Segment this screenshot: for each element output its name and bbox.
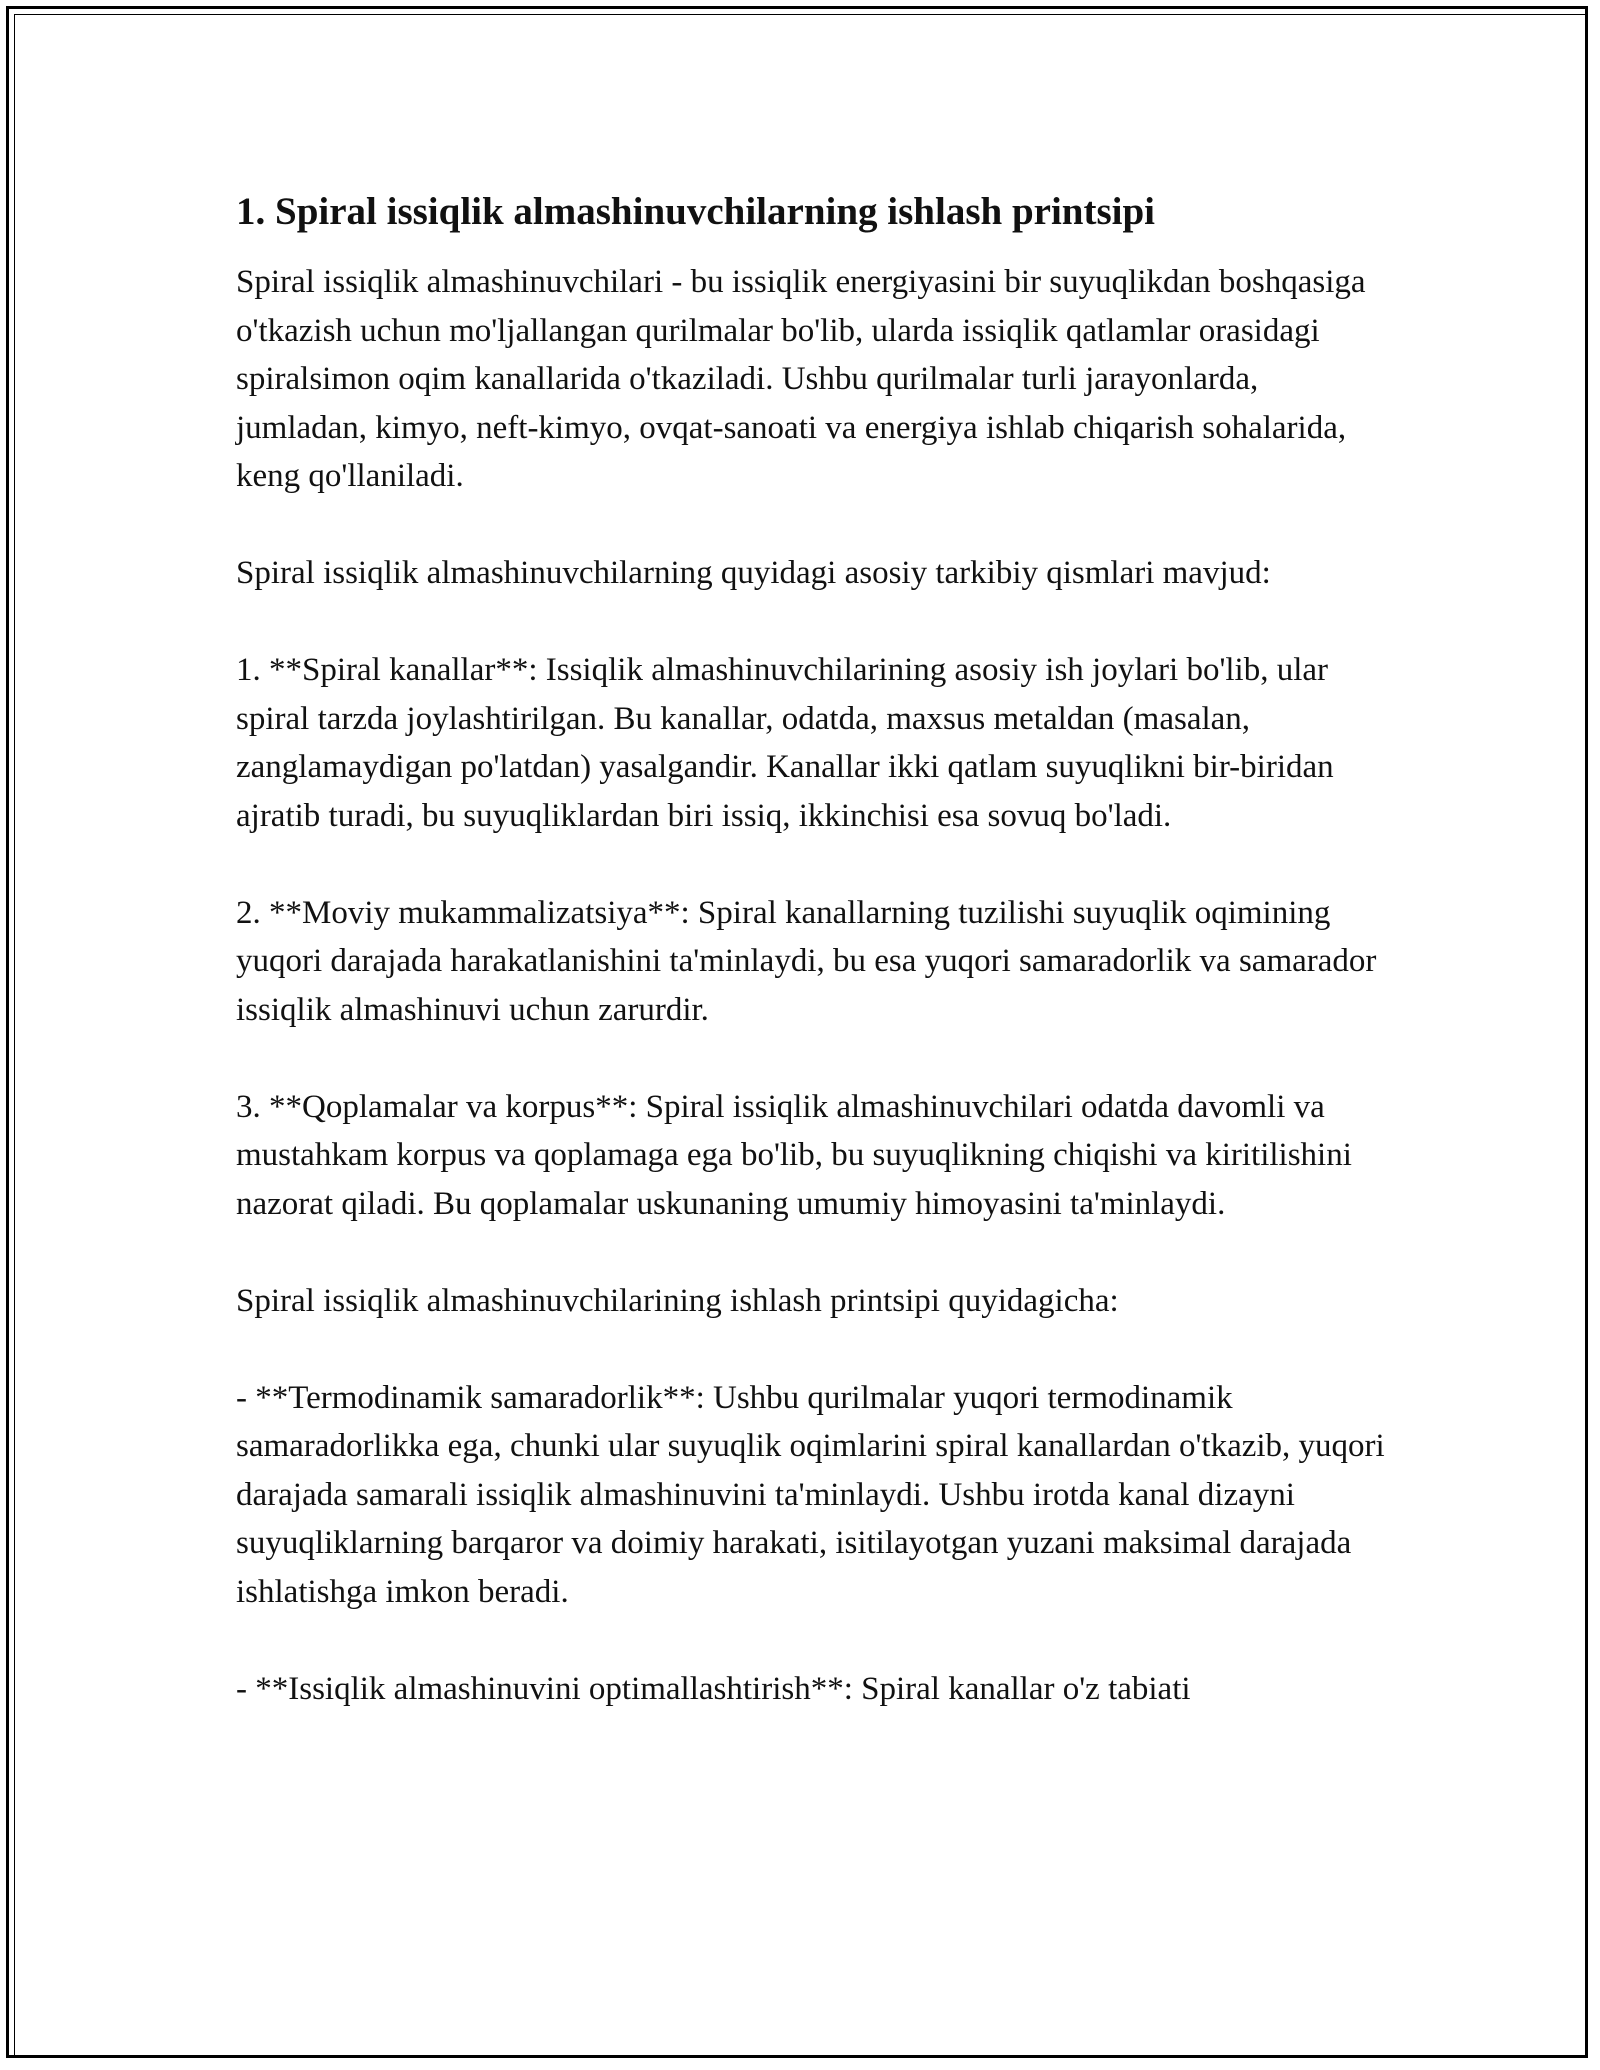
list-item-casing: 3. **Qoplamalar va korpus**: Spiral issiqlik almashinuvchilari odatda davomli va mustahkam korpus va qoplamaga ega bo'lib, bu suyuqlikning chiqishi va kiritilishini nazorat qiladi. Bu qoplamalar uskunaning umumiy himoyasini ta'minlaydi. — [236, 1088, 1352, 1222]
section-heading: 1. Spiral issiqlik almashinuvchilarning ishlash printsipi — [236, 190, 1155, 233]
bullet-thermodynamic-efficiency: - **Termodinamik samaradorlik**: Ushbu qurilmalar yuqori termodinamik samaradorlikka ega, chunki ular suyuqlik oqimlarini spiral kanallardan o'tkazib, yuqori darajada samarali issiqlik almashinuvini ta'minlaydi. Ushbu irotda kanal dizayni suyuqliklarning barqaror va doimiy harakati, isitilayotgan yuzani maksimal darajada ishlatishga imkon beradi. — [236, 1379, 1385, 1610]
components-intro-paragraph: Spiral issiqlik almashinuvchilarning quyidagi asosiy tarkibiy qismlari mavjud: — [236, 555, 1271, 591]
list-item-spiral-channels: 1. **Spiral kanallar**: Issiqlik almashinuvchilarining asosiy ish joylari bo'lib, ular spiral tarzda joylashtirilgan. Bu kanallar, odatda, maxsus metaldan (masalan, zanglamaydigan po'latdan) yasalgandir. Kanallar ikki qatlam suyuqlikni bir-biridan ajratib turadi, bu suyuqliklardan biri issiq, ikkinchisi esa sovuq bo'ladi. — [236, 652, 1334, 834]
principle-intro-paragraph: Spiral issiqlik almashinuvchilarining ishlash printsipi quyidagicha: — [236, 1282, 1119, 1319]
intro-paragraph: Spiral issiqlik almashinuvchilari - bu issiqlik energiyasini bir suyuqlikdan boshqasiga o'tkazish uchun mo'ljallangan qurilmalar bo'lib, ularda issiqlik qatlamlar orasidagi spiralsimon oqim kanallarida o'tkaziladi. Ushbu qurilmalar turli jarayonlarda, jumladan, kimyo, neft-kimyo, ovqat-sanoati va energiya ishlab chiqarish sohalarida, keng qo'llaniladi. — [236, 264, 1366, 494]
bullet-heat-exchange-optimization: - **Issiqlik almashinuvini optimallashtirish**: Spiral kanallar o'z tabiati — [236, 1670, 1191, 1707]
list-item-flow-structure: 2. **Moviy mukammalizatsiya**: Spiral kanallarning tuzilishi suyuqlik oqimining yuqori darajada harakatlanishini ta'minlaydi, bu esa yuqori samaradorlik va samarador issiqlik almashinuvi uchun zarurdir. — [236, 894, 1377, 1028]
document-body — [236, 188, 1386, 1713]
